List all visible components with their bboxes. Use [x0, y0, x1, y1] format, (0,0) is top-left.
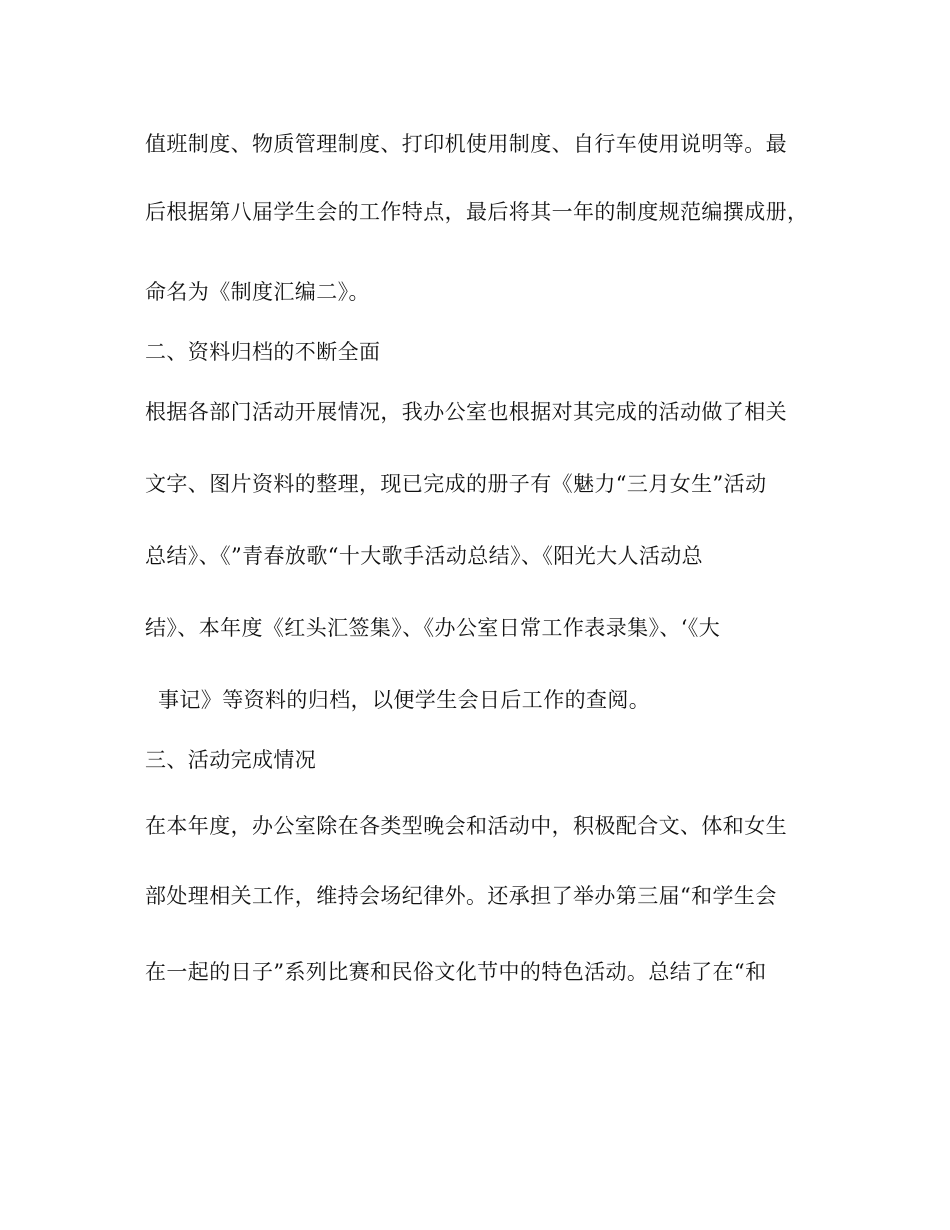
body-text-line: 在本年度，办公室除在各类型晚会和活动中，积极配合文、体和女生 [145, 814, 787, 838]
body-text-line: 在一起的日子”系列比赛和民俗文化节中的特色活动。总结了在“和 [145, 960, 767, 984]
section-heading: 三、活动完成情况 [145, 748, 317, 772]
body-text-line: 后根据第八届学生会的工作特点，最后将其一年的制度规范编撰成册， [145, 200, 809, 224]
body-text-line: 命名为《制度汇编二》。 [145, 280, 370, 304]
body-text-line: 值班制度、物质管理制度、打印机使用制度、自行车使用说明等。最 [145, 132, 787, 156]
section-heading: 二、资料归档的不断全面 [145, 340, 381, 364]
body-text-line: 根据各部门活动开展情况，我办公室也根据对其完成的活动做了相关 [145, 400, 787, 424]
body-text-line: 结》、本年度《红头汇签集》、《办公室日常工作表录集》、‘《大 [145, 616, 721, 640]
body-text-line: 总结》、《”青春放歌“十大歌手活动总结》、《阳光大人活动总 [145, 544, 704, 568]
body-text-line: 事记》等资料的归档，以便学生会日后工作的查阅。 [158, 688, 651, 712]
body-text-line: 部处理相关工作，维持会场纪律外。还承担了举办第三届“和学生会 [145, 884, 777, 908]
body-text-line: 文字、图片资料的整理，现已完成的册子有《魅力“三月女生”活动 [145, 472, 767, 496]
